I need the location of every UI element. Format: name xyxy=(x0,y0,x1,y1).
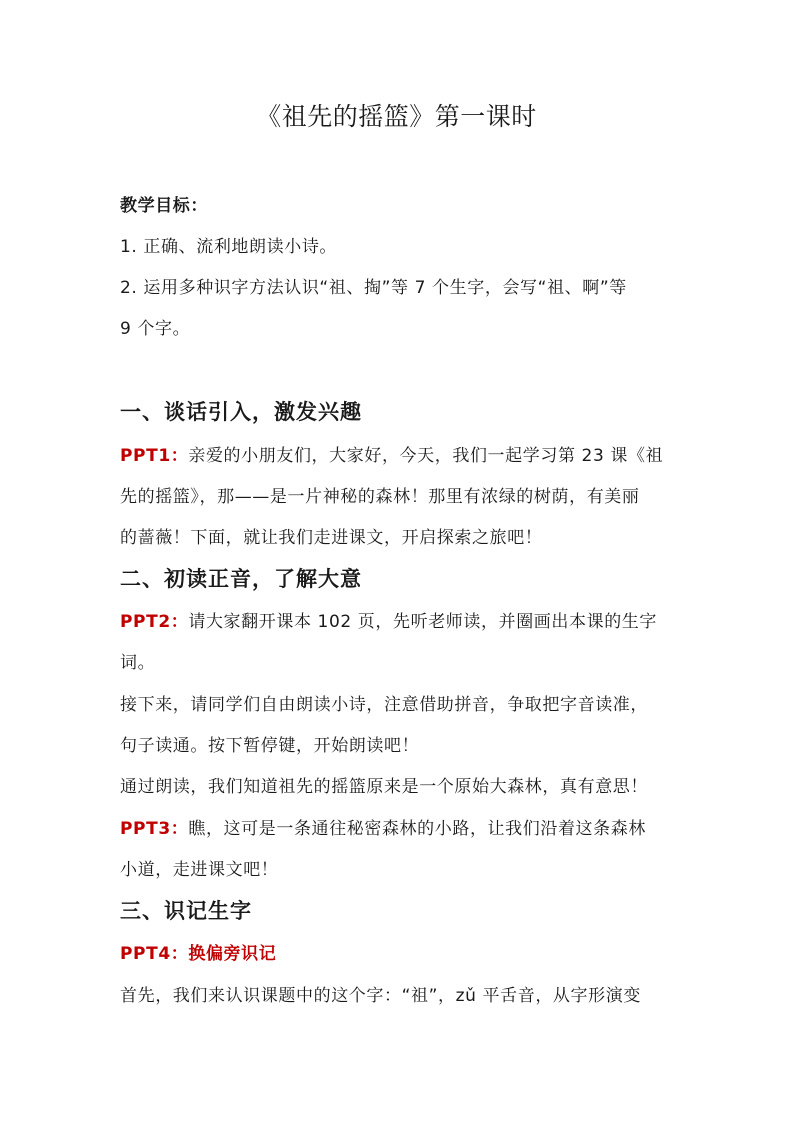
ppt3-line-1 xyxy=(120,814,680,839)
section-1-line-3: 的蔷薇！下面，就让我们走进课文，开启探索之旅吧！ xyxy=(120,528,543,548)
section-1-heading: 一、谈话引入，激发兴趣 xyxy=(120,399,362,424)
ppt2-line-1 xyxy=(120,607,680,632)
section-1-line-2: 先的摇篮》，那——是一片神秘的森林！那里有浓绿的树荫，有美丽 xyxy=(120,487,640,507)
ppt4-title: 换偏旁识记 xyxy=(188,944,277,964)
ppt2-label: PPT2： xyxy=(120,612,189,632)
ppt3-text-1: 瞧，这可是一条通往秘密森林的小路，让我们沿着这条森林 xyxy=(188,819,646,839)
section-1-text-1: 亲爱的小朋友们，大家好，今天，我们一起学习第 23 课《祖 xyxy=(188,446,664,466)
ppt4-line xyxy=(120,939,680,964)
section-3-heading: 三、识记生字 xyxy=(120,898,252,923)
ppt1-label: PPT1： xyxy=(120,446,189,466)
section-1-line-1 xyxy=(120,441,680,466)
ppt2-text-1: 请大家翻开课本 102 页，先听老师读，并圈画出本课的生字 xyxy=(188,612,657,632)
section-3-line-1: 首先，我们来认识课题中的这个字：“祖”，zǔ 平舌音，从字形演变 xyxy=(120,986,641,1006)
objective-item-2-line-2: 9 个字。 xyxy=(120,319,191,339)
ppt3-line-2: 小道，走进课文吧！ xyxy=(120,860,279,880)
ppt4-label: PPT4： xyxy=(120,944,189,964)
objectives-heading: 教学目标： xyxy=(120,196,208,216)
objective-item-1: 1. 正确、流利地朗读小诗。 xyxy=(120,237,338,257)
paragraph-2: 通过朗读，我们知道祖先的摇篮原来是一个原始大森林，真有意思！ xyxy=(120,777,648,797)
ppt3-label: PPT3： xyxy=(120,819,189,839)
ppt2-line-2: 词。 xyxy=(120,653,156,673)
paragraph-1-line-1: 接下来，请同学们自由朗读小诗，注意借助拼音，争取把字音读准， xyxy=(120,695,648,715)
paragraph-1-line-2: 句子读通。按下暂停键，开始朗读吧！ xyxy=(120,736,420,756)
section-2-heading: 二、初读正音，了解大意 xyxy=(120,566,362,591)
objective-item-2-line-1: 2. 运用多种识字方法认识“祖、掏”等 7 个生字，会写“祖、啊”等 xyxy=(120,278,627,298)
page-title: 《祖先的摇篮》第一课时 xyxy=(256,102,537,131)
